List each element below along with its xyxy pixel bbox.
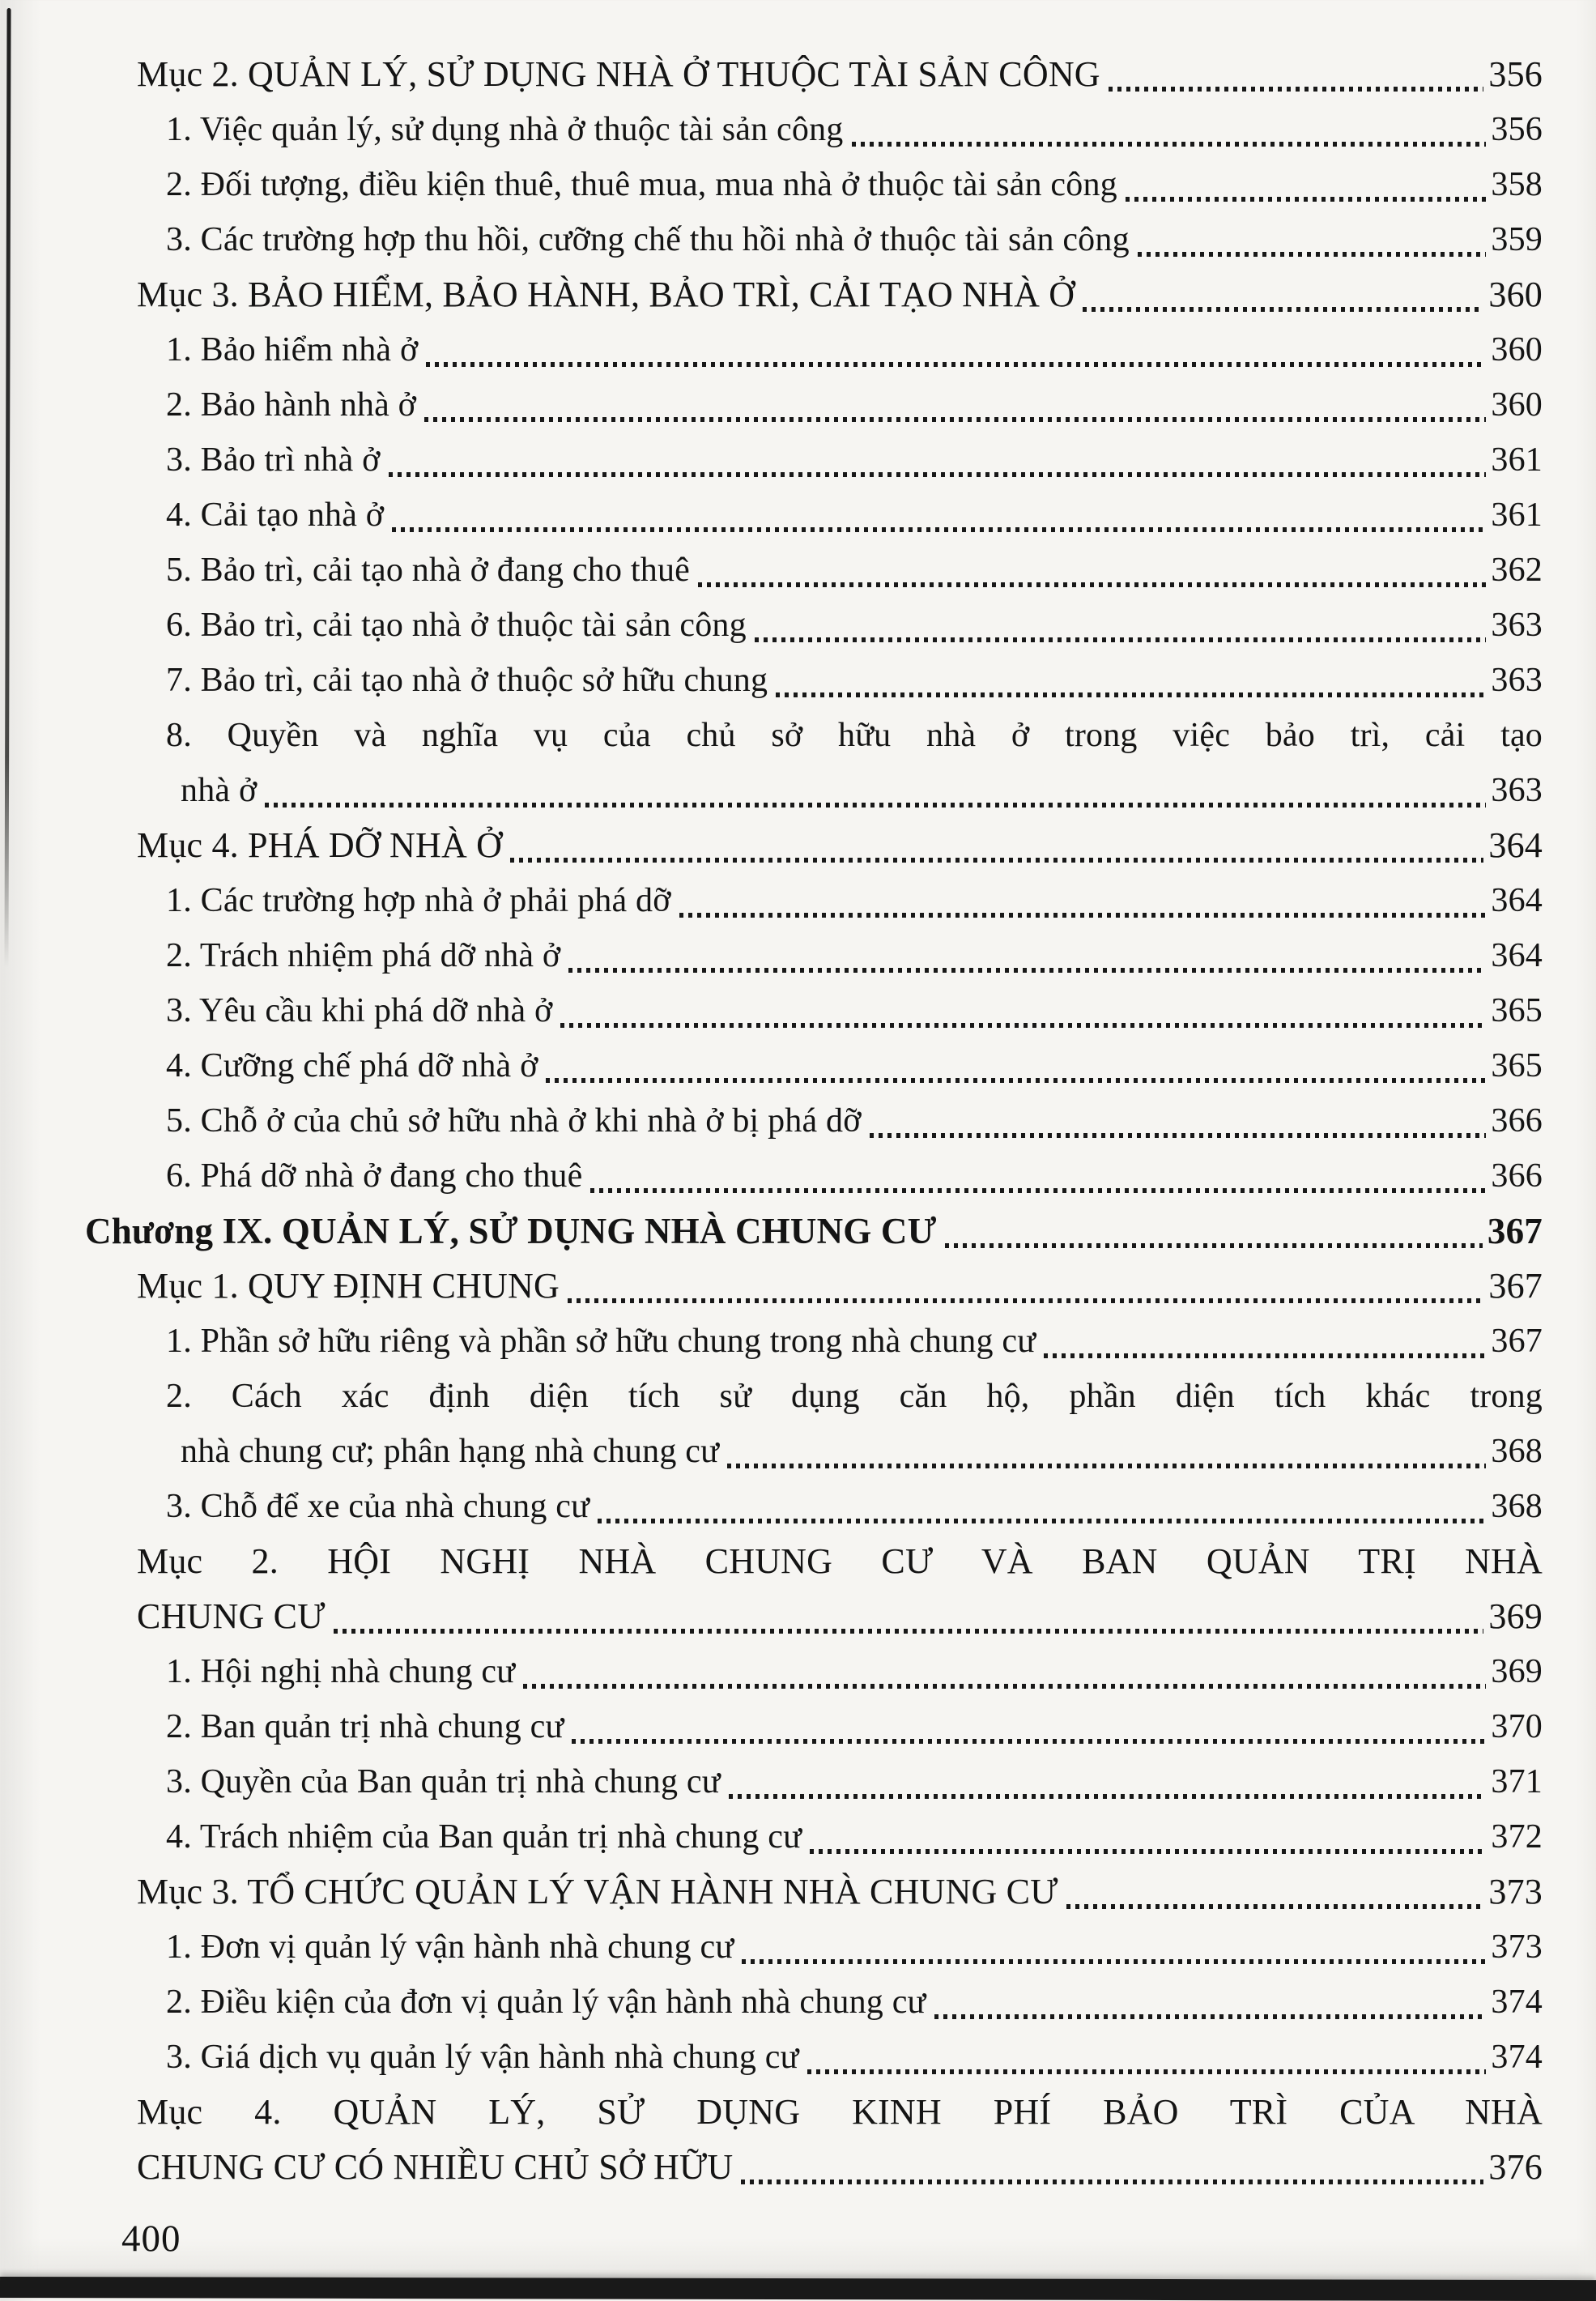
toc-entry-text: Mục 1. QUY ĐỊNH CHUNG <box>137 1266 560 1306</box>
toc-entry-last-line <box>137 47 1543 102</box>
toc-page-number: 367 <box>1488 1266 1543 1306</box>
toc-page-number: 364 <box>1488 825 1543 865</box>
toc-page-number: 361 <box>1491 441 1543 479</box>
toc-page-number: 369 <box>1488 1596 1543 1636</box>
toc-page-number: 363 <box>1491 662 1543 699</box>
dot-leader <box>389 472 1487 477</box>
toc-page-number: 360 <box>1491 386 1543 424</box>
dot-leader <box>546 1078 1486 1083</box>
toc-entry <box>166 1148 1543 1204</box>
dot-leader <box>742 1959 1486 1964</box>
toc-entry-text: 5. Chỗ ở của chủ sở hữu nhà ở khi nhà ở bị phá dỡ <box>166 1102 862 1140</box>
toc-page-number: 356 <box>1488 54 1543 94</box>
toc-entry <box>166 2030 1543 2085</box>
toc-entry <box>166 102 1543 157</box>
toc-entry-text: 2. Đối tượng, điều kiện thuê, thuê mua, mua nhà ở thuộc tài sản công <box>166 166 1117 203</box>
toc-page-number: 374 <box>1491 2039 1543 2076</box>
toc-entry <box>166 322 1543 377</box>
toc-page-number: 364 <box>1491 937 1543 974</box>
dot-leader <box>727 1464 1486 1468</box>
toc-entry <box>166 1093 1543 1148</box>
toc-entry-text: 2. Trách nhiệm phá dỡ nhà ở <box>166 937 561 974</box>
toc-entry <box>166 708 1543 818</box>
toc-entry-last-line <box>166 488 1543 543</box>
toc-entry <box>166 1644 1543 1699</box>
toc-page-number: 370 <box>1491 1708 1543 1745</box>
toc-entry-text: Chương IX. QUẢN LÝ, SỬ DỤNG NHÀ CHUNG CƯ <box>85 1211 937 1251</box>
toc-entry-text: CHUNG CƯ CÓ NHIỀU CHỦ SỞ HỮU <box>137 2147 734 2187</box>
toc-entry-text-line1: Mục 4. QUẢN LÝ, SỬ DỤNG KINH PHÍ BẢO TRÌ CỦA NHÀ <box>137 2092 1543 2132</box>
toc-entry-last-line <box>166 322 1543 377</box>
dot-leader <box>1083 307 1483 312</box>
toc-entry <box>166 1975 1543 2030</box>
toc-entry <box>166 1809 1543 1864</box>
toc-entry-last-line <box>166 433 1543 488</box>
toc-entry-text: Mục 4. PHÁ DỠ NHÀ Ở <box>137 825 503 865</box>
dot-leader <box>945 1243 1483 1248</box>
dot-leader <box>598 1519 1486 1523</box>
toc-page-number: 365 <box>1491 1047 1543 1084</box>
toc-entry-last-line <box>166 1424 1543 1479</box>
toc-entry-text: 3. Các trường hợp thu hồi, cưỡng chế thu hồi nhà ở thuộc tài sản công <box>166 221 1130 258</box>
toc-page-number: 373 <box>1491 1928 1543 1966</box>
dot-leader <box>560 1023 1486 1028</box>
dot-leader <box>807 2069 1487 2074</box>
toc-entry-last-line <box>166 1754 1543 1809</box>
dot-leader <box>679 913 1487 918</box>
toc-entry-text: 5. Bảo trì, cải tạo nhà ở đang cho thuê <box>166 552 690 589</box>
dot-leader <box>590 1188 1486 1193</box>
dot-leader <box>934 2014 1487 2019</box>
toc-page-number: 356 <box>1491 111 1543 148</box>
toc-entry-last-line <box>166 102 1543 157</box>
toc-entry <box>166 1369 1543 1479</box>
toc-entry-text: nhà chung cư; phân hạng nhà chung cư <box>181 1433 720 1470</box>
dot-leader <box>510 858 1483 863</box>
toc-entry <box>166 1038 1543 1093</box>
toc-entry-text: 1. Các trường hợp nhà ở phải phá dỡ <box>166 882 671 919</box>
toc-entry-last-line <box>137 818 1543 873</box>
toc-entry-last-line <box>166 157 1543 212</box>
toc-entry-text: 3. Yêu cầu khi phá dỡ nhà ở <box>166 992 553 1029</box>
toc-list <box>85 47 1543 2195</box>
toc-page-number: 368 <box>1491 1433 1543 1470</box>
toc-entry <box>166 488 1543 543</box>
dot-leader <box>698 582 1486 587</box>
toc-entry-last-line <box>166 763 1543 818</box>
toc-entry <box>85 1204 1543 1259</box>
toc-entry <box>166 1479 1543 1534</box>
dot-leader <box>1044 1353 1486 1358</box>
dot-leader <box>424 417 1486 422</box>
dot-leader <box>776 692 1486 697</box>
toc-page-number: 358 <box>1491 166 1543 203</box>
dot-leader <box>1066 1904 1484 1909</box>
toc-entry-last-line <box>166 1093 1543 1148</box>
toc-entry-last-line <box>166 1148 1543 1204</box>
footer-page-number: 400 <box>121 2218 181 2260</box>
toc-entry-text-line1: 8. Quyền và nghĩa vụ của chủ sở hữu nhà ở trong việc bảo trì, cải tạo <box>166 717 1543 754</box>
toc-entry-text: 4. Cải tạo nhà ở <box>166 496 385 534</box>
toc-page-number: 359 <box>1491 221 1543 258</box>
toc-entry-text: 3. Chỗ để xe của nhà chung cư <box>166 1488 590 1525</box>
toc-entry-last-line <box>166 1975 1543 2030</box>
dot-leader <box>1109 87 1484 92</box>
dot-leader <box>852 142 1487 147</box>
toc-page-number: 365 <box>1491 992 1543 1029</box>
toc-entry <box>166 1920 1543 1975</box>
toc-entry-last-line <box>166 653 1543 708</box>
toc-page-number: 368 <box>1491 1488 1543 1525</box>
toc-entry <box>137 2085 1543 2195</box>
toc-page-number: 367 <box>1491 1323 1543 1360</box>
dot-leader <box>729 1794 1487 1799</box>
toc-entry-last-line <box>166 928 1543 983</box>
toc-page-number: 371 <box>1491 1763 1543 1800</box>
toc-entry <box>137 1864 1543 1920</box>
dot-leader <box>265 803 1486 807</box>
toc-entry <box>166 598 1543 653</box>
toc-entry-text: 1. Hội nghị nhà chung cư <box>166 1653 516 1690</box>
toc-entry-text: 3. Giá dịch vụ quản lý vận hành nhà chung cư <box>166 2039 799 2076</box>
toc-entry-text: 1. Đơn vị quản lý vận hành nhà chung cư <box>166 1928 734 1966</box>
toc-entry-last-line <box>137 1864 1543 1920</box>
toc-entry-text: nhà ở <box>181 772 257 809</box>
dot-leader <box>392 527 1486 532</box>
dot-leader <box>755 637 1487 642</box>
dot-leader <box>1126 197 1487 202</box>
toc-entry-text: 1. Việc quản lý, sử dụng nhà ở thuộc tài sản công <box>166 111 844 148</box>
toc-entry-last-line <box>166 873 1543 928</box>
toc-page-number: 374 <box>1491 1984 1543 2021</box>
toc-entry-text: 6. Bảo trì, cải tạo nhà ở thuộc tài sản công <box>166 607 747 644</box>
toc-entry <box>166 983 1543 1038</box>
toc-entry-last-line <box>166 983 1543 1038</box>
toc-entry-last-line <box>166 1920 1543 1975</box>
toc-entry <box>166 873 1543 928</box>
toc-entry <box>166 543 1543 598</box>
toc-entry <box>137 1259 1543 1314</box>
toc-entry-last-line <box>166 212 1543 267</box>
toc-entry-last-line <box>137 1259 1543 1314</box>
toc-page-number: 361 <box>1491 496 1543 534</box>
dot-leader <box>334 1629 1484 1634</box>
dot-leader <box>741 2180 1483 2184</box>
toc-entry-last-line <box>166 1314 1543 1369</box>
toc-entry-last-line <box>166 598 1543 653</box>
dot-leader <box>568 1298 1483 1303</box>
toc-entry <box>166 212 1543 267</box>
toc-page-number: 373 <box>1488 1872 1543 1911</box>
toc-entry-last-line <box>137 267 1543 322</box>
dot-leader <box>426 362 1486 367</box>
toc-entry <box>137 818 1543 873</box>
toc-entry-last-line <box>166 1699 1543 1754</box>
toc-entry-last-line <box>166 543 1543 598</box>
toc-entry-text: CHUNG CƯ <box>137 1596 326 1636</box>
toc-entry <box>166 653 1543 708</box>
toc-entry-text: 6. Phá dỡ nhà ở đang cho thuê <box>166 1157 583 1195</box>
toc-entry <box>166 1754 1543 1809</box>
toc-page-number: 364 <box>1491 882 1543 919</box>
dot-leader <box>572 1739 1486 1744</box>
scan-bottom-edge <box>0 2277 1596 2301</box>
toc-entry-last-line <box>166 1479 1543 1534</box>
toc-entry-text-line1: 2. Cách xác định diện tích sử dụng căn hộ, phần diện tích khác trong <box>166 1378 1543 1415</box>
toc-page-number: 366 <box>1491 1102 1543 1140</box>
toc-entry-last-line <box>85 1204 1543 1259</box>
toc-page-number: 372 <box>1491 1818 1543 1856</box>
toc-entry <box>137 267 1543 322</box>
toc-entry-text: 2. Điều kiện của đơn vị quản lý vận hành nhà chung cư <box>166 1984 926 2021</box>
toc-entry-last-line <box>166 2030 1543 2085</box>
toc-entry <box>166 157 1543 212</box>
dot-leader <box>568 968 1486 973</box>
toc-page-number: 360 <box>1491 331 1543 369</box>
toc-entry-text: 2. Bảo hành nhà ở <box>166 386 417 424</box>
toc-entry-text: 4. Trách nhiệm của Ban quản trị nhà chung cư <box>166 1818 802 1856</box>
dot-leader <box>523 1684 1486 1689</box>
dot-leader <box>810 1849 1486 1854</box>
toc-entry-text: 2. Ban quản trị nhà chung cư <box>166 1708 564 1745</box>
dot-leader <box>870 1133 1487 1138</box>
toc-entry <box>137 1534 1543 1644</box>
book-spine-shadow <box>4 8 11 968</box>
toc-page-number: 369 <box>1491 1653 1543 1690</box>
toc-entry-last-line <box>166 1644 1543 1699</box>
toc-entry-last-line <box>166 1809 1543 1864</box>
toc-entry-last-line <box>137 1589 1543 1644</box>
toc-page-number: 366 <box>1491 1157 1543 1195</box>
dot-leader <box>1138 252 1487 257</box>
toc-entry-last-line <box>166 1038 1543 1093</box>
toc-entry-text: Mục 3. BẢO HIỂM, BẢO HÀNH, BẢO TRÌ, CẢI TẠO NHÀ Ở <box>137 275 1075 314</box>
toc-entry-text: 3. Bảo trì nhà ở <box>166 441 381 479</box>
toc-entry-text: 7. Bảo trì, cải tạo nhà ở thuộc sở hữu chung <box>166 662 768 699</box>
toc-entry <box>166 377 1543 433</box>
toc-page-number: 363 <box>1491 607 1543 644</box>
toc-entry-text: 1. Bảo hiểm nhà ở <box>166 331 419 369</box>
toc-entry-last-line <box>166 377 1543 433</box>
toc-entry-text: Mục 2. QUẢN LÝ, SỬ DỤNG NHÀ Ở THUỘC TÀI SẢN CÔNG <box>137 54 1100 94</box>
toc-page-number: 367 <box>1487 1211 1543 1251</box>
toc-page-number: 376 <box>1488 2147 1543 2187</box>
toc-entry-text: 3. Quyền của Ban quản trị nhà chung cư <box>166 1763 721 1800</box>
toc-entry <box>137 47 1543 102</box>
toc-page-number: 360 <box>1488 275 1543 314</box>
toc-entry-text-line1: Mục 2. HỘI NGHỊ NHÀ CHUNG CƯ VÀ BAN QUẢN TRỊ NHÀ <box>137 1541 1543 1581</box>
toc-entry-text: 4. Cưỡng chế phá dỡ nhà ở <box>166 1047 538 1084</box>
toc-page-number: 362 <box>1491 552 1543 589</box>
toc-entry-text: 1. Phần sở hữu riêng và phần sở hữu chung trong nhà chung cư <box>166 1323 1036 1360</box>
toc-entry-text: Mục 3. TỔ CHỨC QUẢN LÝ VẬN HÀNH NHÀ CHUNG CƯ <box>137 1872 1058 1911</box>
toc-entry <box>166 433 1543 488</box>
toc-entry <box>166 1699 1543 1754</box>
toc-entry-last-line <box>137 2140 1543 2195</box>
toc-entry <box>166 1314 1543 1369</box>
toc-page-number: 363 <box>1491 772 1543 809</box>
toc-entry <box>166 928 1543 983</box>
